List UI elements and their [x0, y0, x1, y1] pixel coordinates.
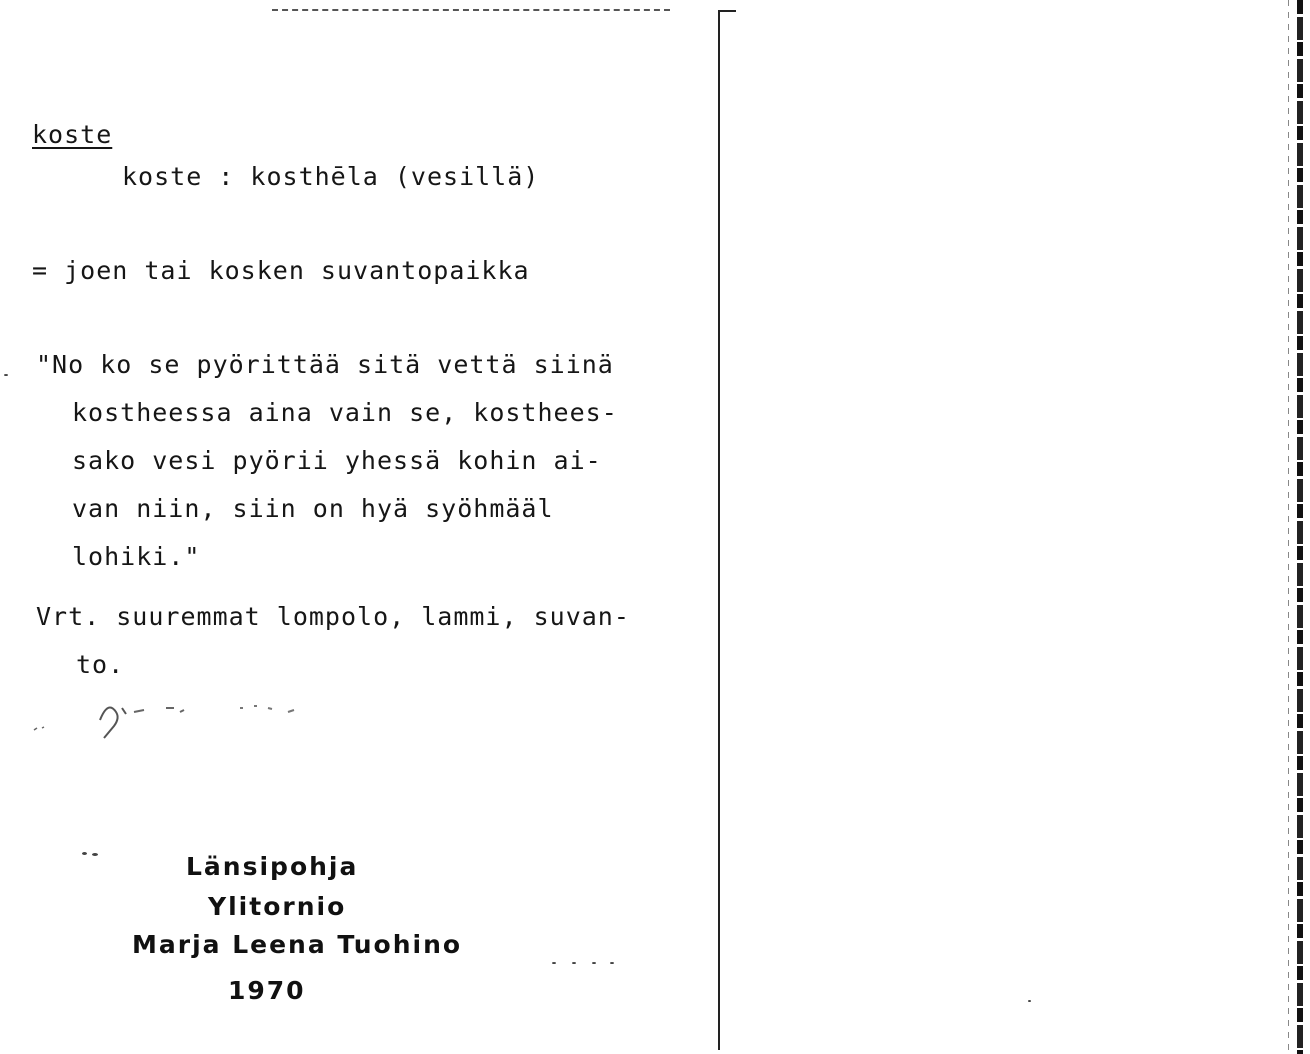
stamp-region: Länsipohja [186, 852, 359, 881]
scan-speck [592, 962, 596, 964]
inflection-line: koste : kosthēla (vesillä) [122, 162, 540, 191]
card-divider-line [718, 10, 720, 1050]
definition-line: = joen tai kosken suvantopaikka [32, 256, 530, 285]
scan-speck [572, 962, 576, 964]
quote-line: van niin, siin on hyä syöhmääl [72, 494, 554, 523]
scan-speck [82, 852, 87, 855]
scan-right-edge-thin [1288, 0, 1289, 1054]
stamp-year: 1970 [228, 976, 306, 1005]
scan-speck [552, 962, 556, 964]
scan-top-edge [272, 9, 670, 11]
scan-speck [92, 853, 98, 856]
stamp-collector: Marja Leena Tuohino [132, 930, 463, 959]
handwritten-scribble [30, 690, 310, 750]
scan-speck [1028, 1000, 1031, 1002]
scan-speck [610, 962, 614, 964]
scan-speck [4, 374, 8, 376]
headword: koste [32, 120, 113, 149]
stamp-parish: Ylitornio [208, 892, 347, 921]
scan-right-edge [1297, 0, 1303, 1054]
quote-line: lohiki." [72, 542, 201, 571]
quote-line: "No ko se pyörittää sitä vettä siinä [36, 350, 614, 379]
reference-line: Vrt. suuremmat lompolo, lammi, suvan- [36, 602, 630, 631]
quote-line: kostheessa aina vain se, kosthees- [72, 398, 618, 427]
quote-line: sako vesi pyörii yhessä kohin ai- [72, 446, 602, 475]
card-divider-tick [718, 10, 736, 12]
reference-line: to. [76, 650, 125, 679]
